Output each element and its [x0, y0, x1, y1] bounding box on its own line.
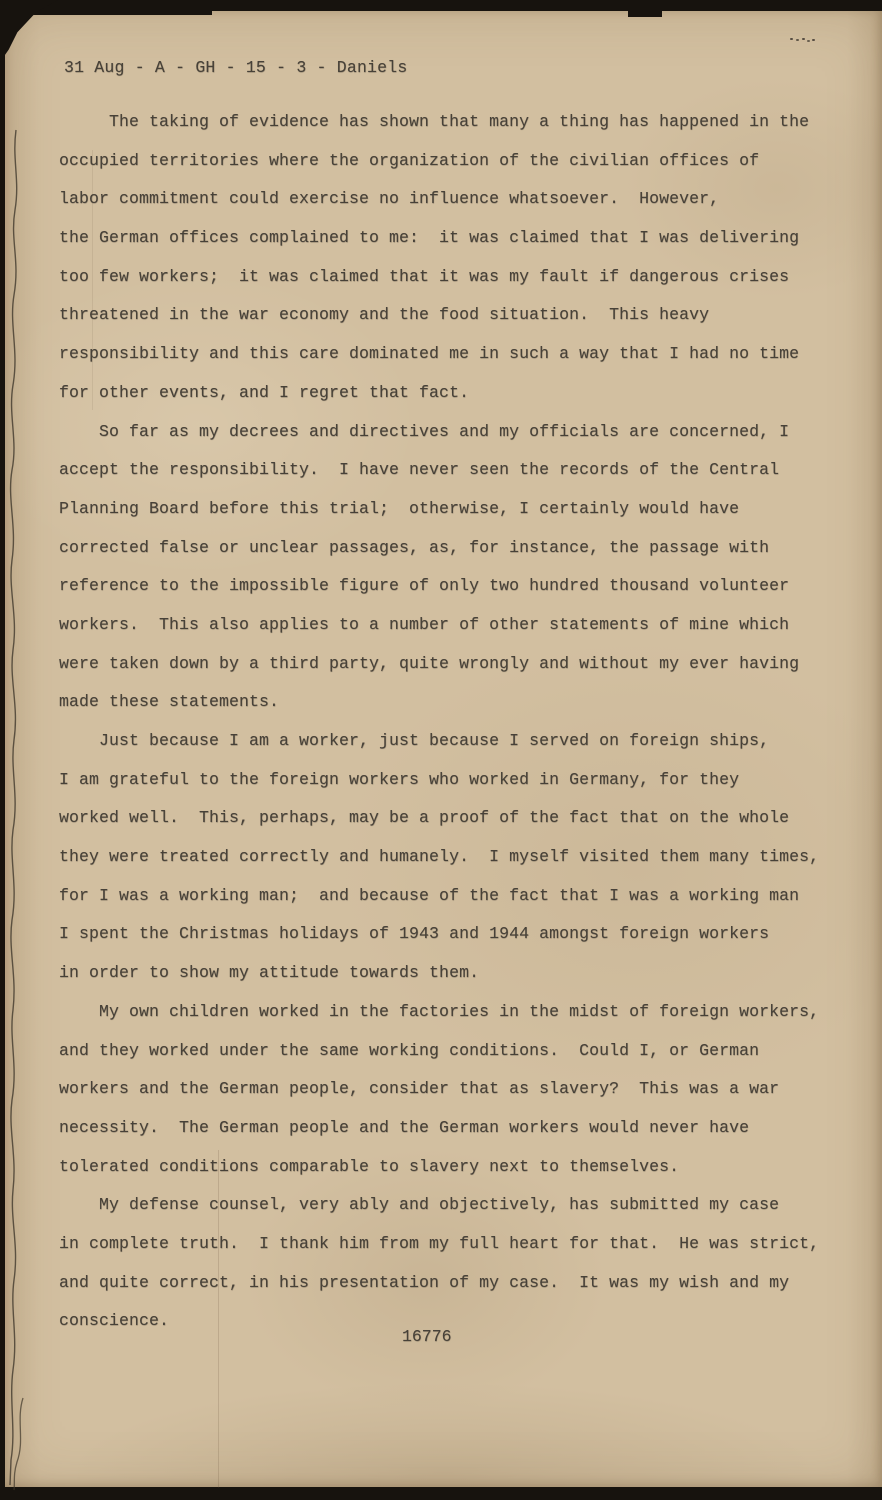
- text-line: tolerated conditions comparable to slavery next to themselves.: [59, 1156, 680, 1176]
- text-line: were taken down by a third party, quite wrongly and without my ever having: [59, 653, 800, 673]
- text-line: made these statements.: [59, 692, 280, 712]
- paper-crease-line: [0, 0, 60, 1500]
- ink-scribble-mark: [790, 38, 793, 40]
- text-line: and they worked under the same working conditions. Could I, or German: [59, 1040, 760, 1060]
- text-line: My defense counsel, very ably and objectively, has submitted my case: [59, 1195, 780, 1215]
- text-line: The taking of evidence has shown that many a thing has happened in the: [59, 112, 810, 131]
- text-line: reference to the impossible figure of only two hundred thousand volunteer: [59, 576, 790, 596]
- text-line: I spent the Christmas holidays of 1943 and 1944 amongst foreign workers: [59, 924, 770, 944]
- document-body: [59, 103, 849, 1341]
- text-line: in complete truth. I thank him from my full heart for that. He was strict,: [59, 1233, 820, 1253]
- text-line: necessity. The German people and the German workers would never have: [59, 1117, 750, 1137]
- scan-edge-top-middle: [212, 0, 630, 9]
- text-line: for other events, and I regret that fact.: [59, 382, 470, 402]
- text-line: conscience.: [59, 1311, 170, 1331]
- scan-edge-top-right: [662, 0, 882, 10]
- text-line: workers and the German people, consider that as slavery? This was a war: [59, 1079, 780, 1099]
- text-line: occupied territories where the organization of the civilian offices of: [59, 150, 760, 170]
- text-line: labor commitment could exercise no influence whatsoever. However,: [59, 189, 720, 209]
- text-line: too few workers; it was claimed that it was my fault if dangerous crises: [59, 266, 790, 286]
- text-line: workers. This also applies to a number of other statements of mine which: [59, 614, 790, 634]
- text-line: responsibility and this care dominated me in such a way that I had no time: [59, 344, 800, 364]
- text-line: So far as my decrees and directives and my officials are concerned, I: [59, 421, 790, 441]
- document-header: 31 Aug - A - GH - 15 - 3 - Daniels: [64, 58, 408, 77]
- text-line: and quite correct, in his presentation of my case. It was my wish and my: [59, 1272, 790, 1292]
- text-line: threatened in the war economy and the food situation. This heavy: [59, 305, 710, 325]
- scan-edge-top-notch: [628, 0, 662, 17]
- text-line: I am grateful to the foreign workers who worked in Germany, for they: [59, 769, 740, 789]
- text-line: they were treated correctly and humanely. I myself visited them many times,: [59, 847, 820, 867]
- text-line: Planning Board before this trial; otherwise, I certainly would have: [59, 498, 740, 518]
- page-number: 16776: [402, 1327, 452, 1346]
- text-line: for I was a working man; and because of the fact that I was a working man: [59, 885, 800, 905]
- text-line: corrected false or unclear passages, as, for instance, the passage with: [59, 537, 770, 557]
- text-line: worked well. This, perhaps, may be a proof of the fact that on the whole: [59, 808, 790, 828]
- text-line: Just because I am a worker, just because I served on foreign ships,: [59, 731, 770, 750]
- text-line: My own children worked in the factories in the midst of foreign workers,: [59, 1001, 820, 1021]
- text-line: accept the responsibility. I have never seen the records of the Central: [59, 460, 780, 480]
- text-line: the German offices complained to me: it was claimed that I was delivering: [59, 228, 800, 248]
- text-line: in order to show my attitude towards them.: [59, 963, 480, 983]
